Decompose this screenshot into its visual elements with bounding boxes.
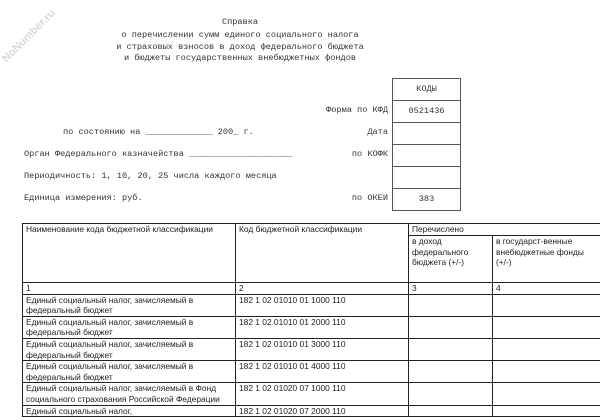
row-federal — [409, 338, 493, 360]
code-label-kofk: по КОФК — [351, 149, 388, 159]
code-label-date: Дата — [367, 127, 388, 137]
header-code: Код бюджетной классификации — [236, 224, 409, 283]
row-federal — [409, 383, 493, 405]
row-name: Единый социальный налог, зачисляемый в федеральный бюджет — [23, 316, 236, 338]
row-federal — [409, 405, 493, 417]
row-funds — [493, 361, 600, 383]
row-code: 182 1 02 01020 07 2000 110 — [236, 405, 409, 417]
code-label-okei: по ОКЕИ — [351, 193, 388, 203]
table-row — [23, 338, 600, 360]
row-funds — [493, 383, 600, 405]
row-name: Единый социальный налог, зачисляемый в Фонд социального страхования Российской Федерации — [23, 383, 236, 405]
code-kfd: 0521436 — [393, 101, 460, 123]
header-federal: в доход федерального бюджета (+/-) — [409, 236, 493, 283]
code-okei: 383 — [393, 189, 460, 211]
doc-subtitle-2: и страховых взносов в доход федерального бюджета — [116, 42, 364, 52]
row-name: Единый социальный налог, зачисляемый в федеральный бюджет — [23, 338, 236, 360]
row-funds — [493, 338, 600, 360]
row-name: Единый социальный налог, зачисляемый в федеральный бюджет — [23, 361, 236, 383]
col-number: 3 — [409, 283, 493, 295]
row-federal — [409, 316, 493, 338]
table-row — [23, 294, 600, 316]
col-number: 1 — [23, 283, 236, 295]
table-row — [23, 316, 600, 338]
row-code: 182 1 02 01010 01 4000 110 — [236, 361, 409, 383]
unit-field: Единица измерения: руб. — [24, 193, 143, 203]
col-number: 2 — [236, 283, 409, 295]
table-row — [23, 361, 600, 383]
code-date — [393, 123, 460, 145]
watermark: NoNumber.ru — [0, 7, 58, 65]
period-field: Периодичность: 1, 10, 20, 25 числа каждого месяца — [24, 171, 277, 181]
codes-box — [392, 78, 461, 211]
row-code: 182 1 02 01020 07 1000 110 — [236, 383, 409, 405]
row-federal — [409, 361, 493, 383]
header-funds: в государст-венные внебюджетные фонды (+/-) — [493, 236, 600, 283]
code-label-kfd: Форма по КФД — [326, 105, 388, 115]
codes-header: КОДЫ — [393, 78, 460, 101]
row-funds — [493, 294, 600, 316]
treasury-field: Орган Федерального казначейства ____________________ — [24, 149, 293, 159]
header-name: Наименование кода бюджетной классификации — [23, 224, 236, 283]
doc-subtitle-1: о перечислении сумм единого социального налога — [121, 30, 359, 40]
row-code: 182 1 02 01010 01 3000 110 — [236, 338, 409, 360]
row-name: Единый социальный налог, зачисляемый в федеральный бюджет — [23, 294, 236, 316]
budget-table — [22, 223, 600, 417]
table-row — [23, 383, 600, 405]
row-code: 182 1 02 01010 01 2000 110 — [236, 316, 409, 338]
table-row — [23, 405, 600, 417]
col-number: 4 — [493, 283, 600, 295]
row-name: Единый социальный налог, — [23, 405, 236, 417]
doc-subtitle-3: и бюджеты государственных внебюджетных фондов — [123, 53, 357, 63]
doc-title: Справка — [221, 17, 259, 27]
row-funds — [493, 316, 600, 338]
row-federal — [409, 294, 493, 316]
header-transferred: Перечислено — [409, 224, 600, 236]
as-of-field: по состоянию на _____________ 200_ г. — [63, 127, 254, 137]
code-empty — [393, 167, 460, 189]
row-code: 182 1 02 01010 01 1000 110 — [236, 294, 409, 316]
row-funds — [493, 405, 600, 417]
code-kofk — [393, 145, 460, 167]
